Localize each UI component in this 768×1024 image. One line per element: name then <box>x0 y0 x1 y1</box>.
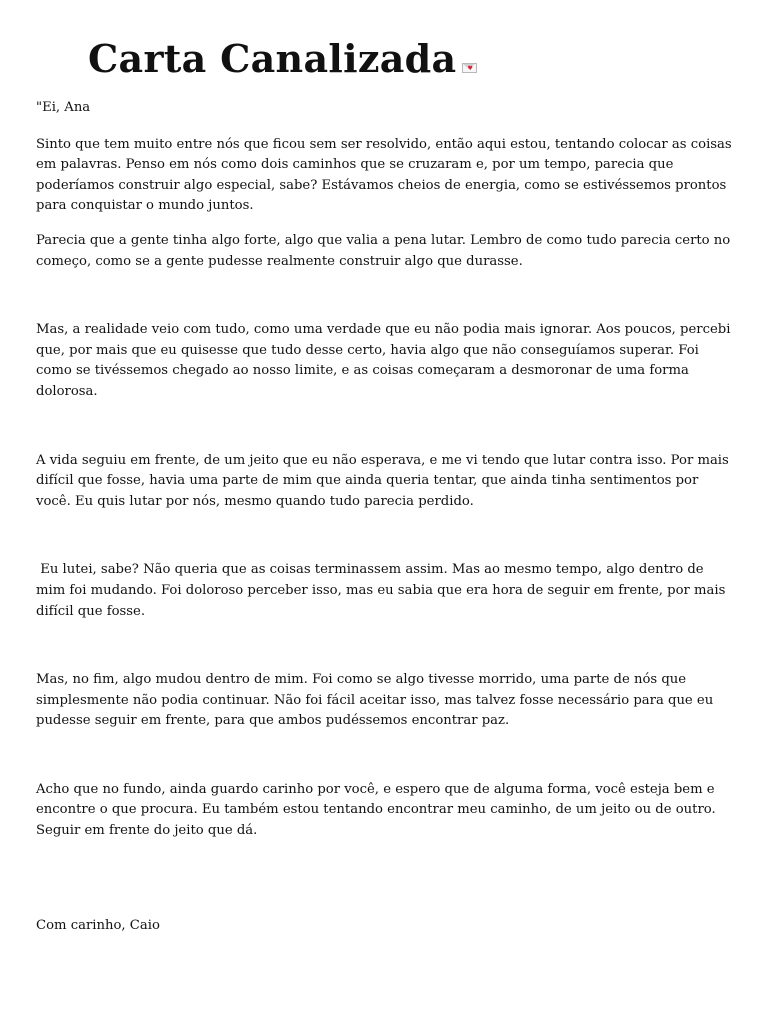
love-letter-icon: ♥ <box>462 63 477 73</box>
letter-paragraph-6: Mas, no fim, algo mudou dentro de mim. Foi como se algo tivesse morrido, uma parte de nós que simplesmente não podia continuar. Não foi fácil aceitar isso, mas talvez fosse necessário para que eu pudesse seguir em frente, para que ambos pudéssemos encontrar paz. <box>36 672 714 729</box>
letter-greeting: "Ei, Ana <box>36 100 91 115</box>
letter-paragraph-1: Sinto que tem muito entre nós que ficou sem ser resolvido, então aqui estou, tentando colocar as coisas em palavras. Penso em nós como dois caminhos que se cruzaram e, por um tempo, parecia que poderíamos construir algo especial, sabe? Estávamos cheios de energia, como se estivéssemos prontos para conquistar o mundo juntos. <box>36 136 732 214</box>
letter-paragraph-5: Eu lutei, sabe? Não queria que as coisas terminassem assim. Mas ao mesmo tempo, algo dentro de mim foi mudando. Foi doloroso perceber isso, mas eu sabia que era hora de seguir em frente, por mais difícil que fosse. <box>36 562 730 619</box>
letter-paragraph-3: Mas, a realidade veio com tudo, como uma verdade que eu não podia mais ignorar. Aos poucos, percebi que, por mais que eu quisesse que tudo desse certo, havia algo que não conseguíamos superar. Foi como se tivéssemos chegado ao nosso limite, e as coisas começaram a desmoronar de uma forma dolorosa. <box>36 322 731 399</box>
letter-paragraph-4: A vida seguiu em frente, de um jeito que eu não esperava, e me vi tendo que lutar contra isso. Por mais difícil que fosse, havia uma parte de mim que ainda queria tentar, que ainda tinha sentimentos por você. Eu quis lutar por nós, mesmo quando tudo parecia perdido. <box>36 452 729 509</box>
letter-body <box>36 98 732 936</box>
letter-signature: Com carinho, Caio <box>36 917 160 933</box>
letter-paragraph-2: Parecia que a gente tinha algo forte, algo que valia a pena lutar. Lembro de como tudo parecia certo no começo, como se a gente pudesse realmente construir algo que durasse. <box>36 232 731 269</box>
letter-paragraph-7: Acho que no fundo, ainda guardo carinho por você, e espero que de alguma forma, você esteja bem e encontre o que procura. Eu também estou tentando encontrar meu caminho, de um jeito ou de outro. Seguir em frente do jeito que dá. <box>36 781 716 839</box>
page-title: Carta Canalizada <box>88 36 457 81</box>
title-row <box>88 38 477 80</box>
